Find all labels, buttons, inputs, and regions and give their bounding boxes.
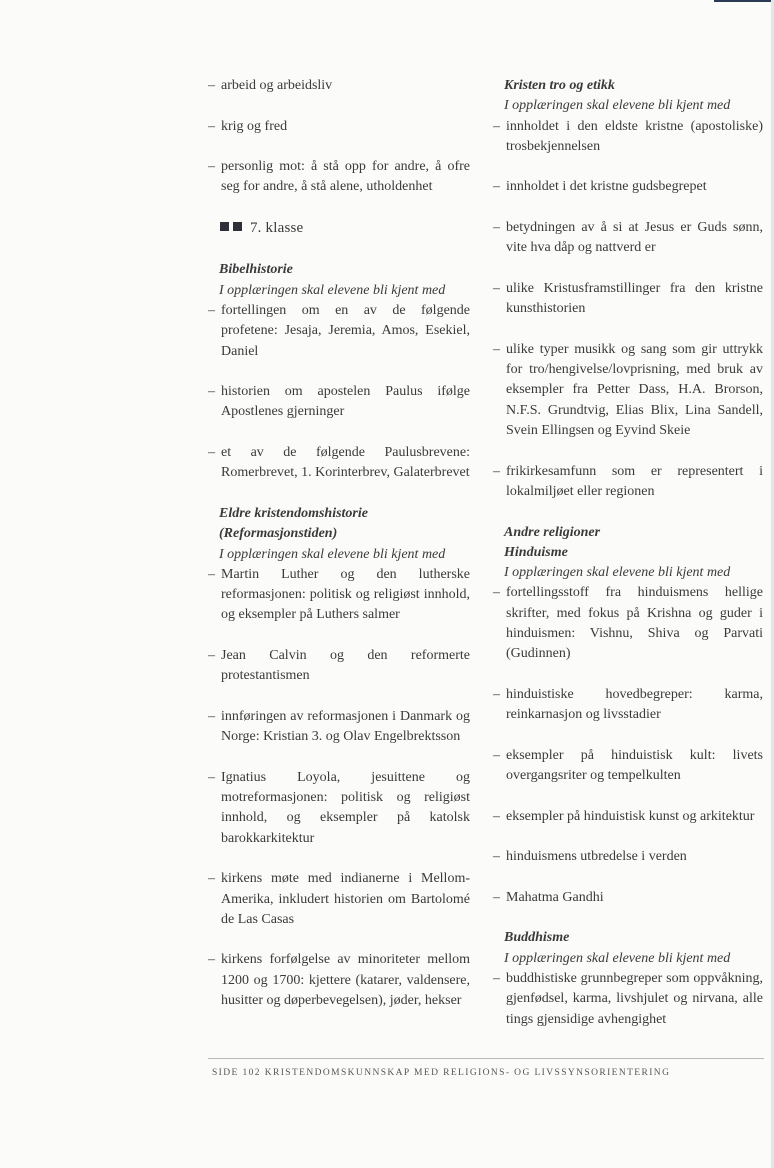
grade-label: 7. klasse (249, 220, 304, 237)
left-column (208, 76, 470, 1011)
grade-heading (220, 218, 470, 238)
section-heading: (Reformasjonstiden) (219, 526, 338, 542)
top-edge-mark (714, 0, 774, 2)
list-item: – kirkens møte med indianerne i Mellom-Amerika, inkludert historien om Bartolomé de Las Casas (208, 869, 470, 930)
section-heading: Hinduisme (504, 544, 568, 560)
list-item: – arbeid og arbeidsliv (208, 76, 470, 96)
list-item: – et av de følgende Paulusbrevene: Romerbrevet, 1. Korinterbrev, Galaterbrevet (208, 443, 470, 484)
list-item: – kirkens forfølgelse av minoriteter mellom 1200 og 1700: kjettere (katarer, valdensere, husitter og døperbevegelsen), jøder, hekser (208, 950, 470, 1011)
list-item: – ulike typer musikk og sang som gir uttrykk for tro/hengivelse/lovprisning, med bruk av eksempler fra Petter Dass, H.A. Brorson, N.F.S. Grundtvig, Elias Blix, Lina Sandell, Svein Ellingsen og Eyvind Skeie (493, 340, 763, 441)
section-heading: Bibelhistorie (219, 262, 293, 278)
section-subheading: I opplæringen skal elevene bli kjent med (504, 950, 731, 966)
list-item: – personlig mot: å stå opp for andre, å ofre seg for andre, å stå alene, utholdenhet (208, 157, 470, 198)
list-item: – krig og fred (208, 117, 470, 137)
section-heading: Kristen tro og etikk (504, 78, 615, 93)
square-bullet-icon (220, 222, 229, 231)
section-heading: Buddhisme (504, 930, 570, 946)
list-item: – ulike Kristusframstillinger fra den kristne kunsthistorien (493, 279, 763, 320)
list-item: – frikirkesamfunn som er representert i lokalmiljøet eller regionen (493, 462, 763, 503)
list-item: – buddhistiske grunnbegreper som oppvåkning, gjenfødsel, karma, livshjulet og nirvana, alle tings gjensidige avhengighet (493, 969, 763, 1030)
page-footer: SIDE 102 KRISTENDOMSKUNNSKAP MED RELIGIONS- OG LIVSSYNSORIENTERING (212, 1068, 671, 1078)
section-subheading: I opplæringen skal elevene bli kjent med (219, 282, 446, 298)
list-item: – innholdet i den eldste kristne (apostoliske) trosbekjennelsen (493, 117, 763, 158)
list-item: – hinduistiske hovedbegreper: karma, reinkarnasjon og livsstadier (493, 685, 763, 726)
right-column (493, 76, 763, 1030)
square-bullet-icon (233, 222, 242, 231)
list-item: – Ignatius Loyola, jesuittene og motreformasjonen: politisk og religiøst innhold, og eksempler på katolsk barokkarkitektur (208, 768, 470, 849)
list-item: – innføringen av reformasjonen i Danmark og Norge: Kristian 3. og Olav Engelbrektsson (208, 707, 470, 748)
list-item: – fortellingen om en av de følgende profetene: Jesaja, Jeremia, Amos, Esekiel, Daniel (208, 301, 470, 362)
list-item: – hinduismens utbredelse i verden (493, 847, 763, 867)
list-item: – eksempler på hinduistisk kunst og arkitektur (493, 807, 763, 827)
list-item: – eksempler på hinduistisk kult: livets overgangsriter og tempelkulten (493, 746, 763, 787)
section-subheading: I opplæringen skal elevene bli kjent med (504, 98, 731, 114)
section-heading: Andre religioner (504, 524, 601, 540)
list-item: – innholdet i det kristne gudsbegrepet (493, 177, 763, 197)
list-item: – betydningen av å si at Jesus er Guds sønn, vite hva dåp og nattverd er (493, 218, 763, 259)
footer-divider (208, 1058, 764, 1059)
section-heading: Eldre kristendomshistorie (219, 505, 368, 521)
section-subheading: I opplæringen skal elevene bli kjent med (504, 565, 731, 581)
list-item: – Martin Luther og den lutherske reformasjonen: politisk og religiøst innhold, og eksempler på Luthers salmer (208, 565, 470, 626)
section-subheading: I opplæringen skal elevene bli kjent med (219, 546, 446, 562)
list-item: – historien om apostelen Paulus ifølge Apostlenes gjerninger (208, 382, 470, 423)
list-item: – Mahatma Gandhi (493, 888, 763, 908)
list-item: – Jean Calvin og den reformerte protestantismen (208, 646, 470, 687)
list-item: – fortellingsstoff fra hinduismens hellige skrifter, med fokus på Krishna og guder i hinduismen: Vishnu, Shiva og Parvati (Gudinnen) (493, 583, 763, 664)
